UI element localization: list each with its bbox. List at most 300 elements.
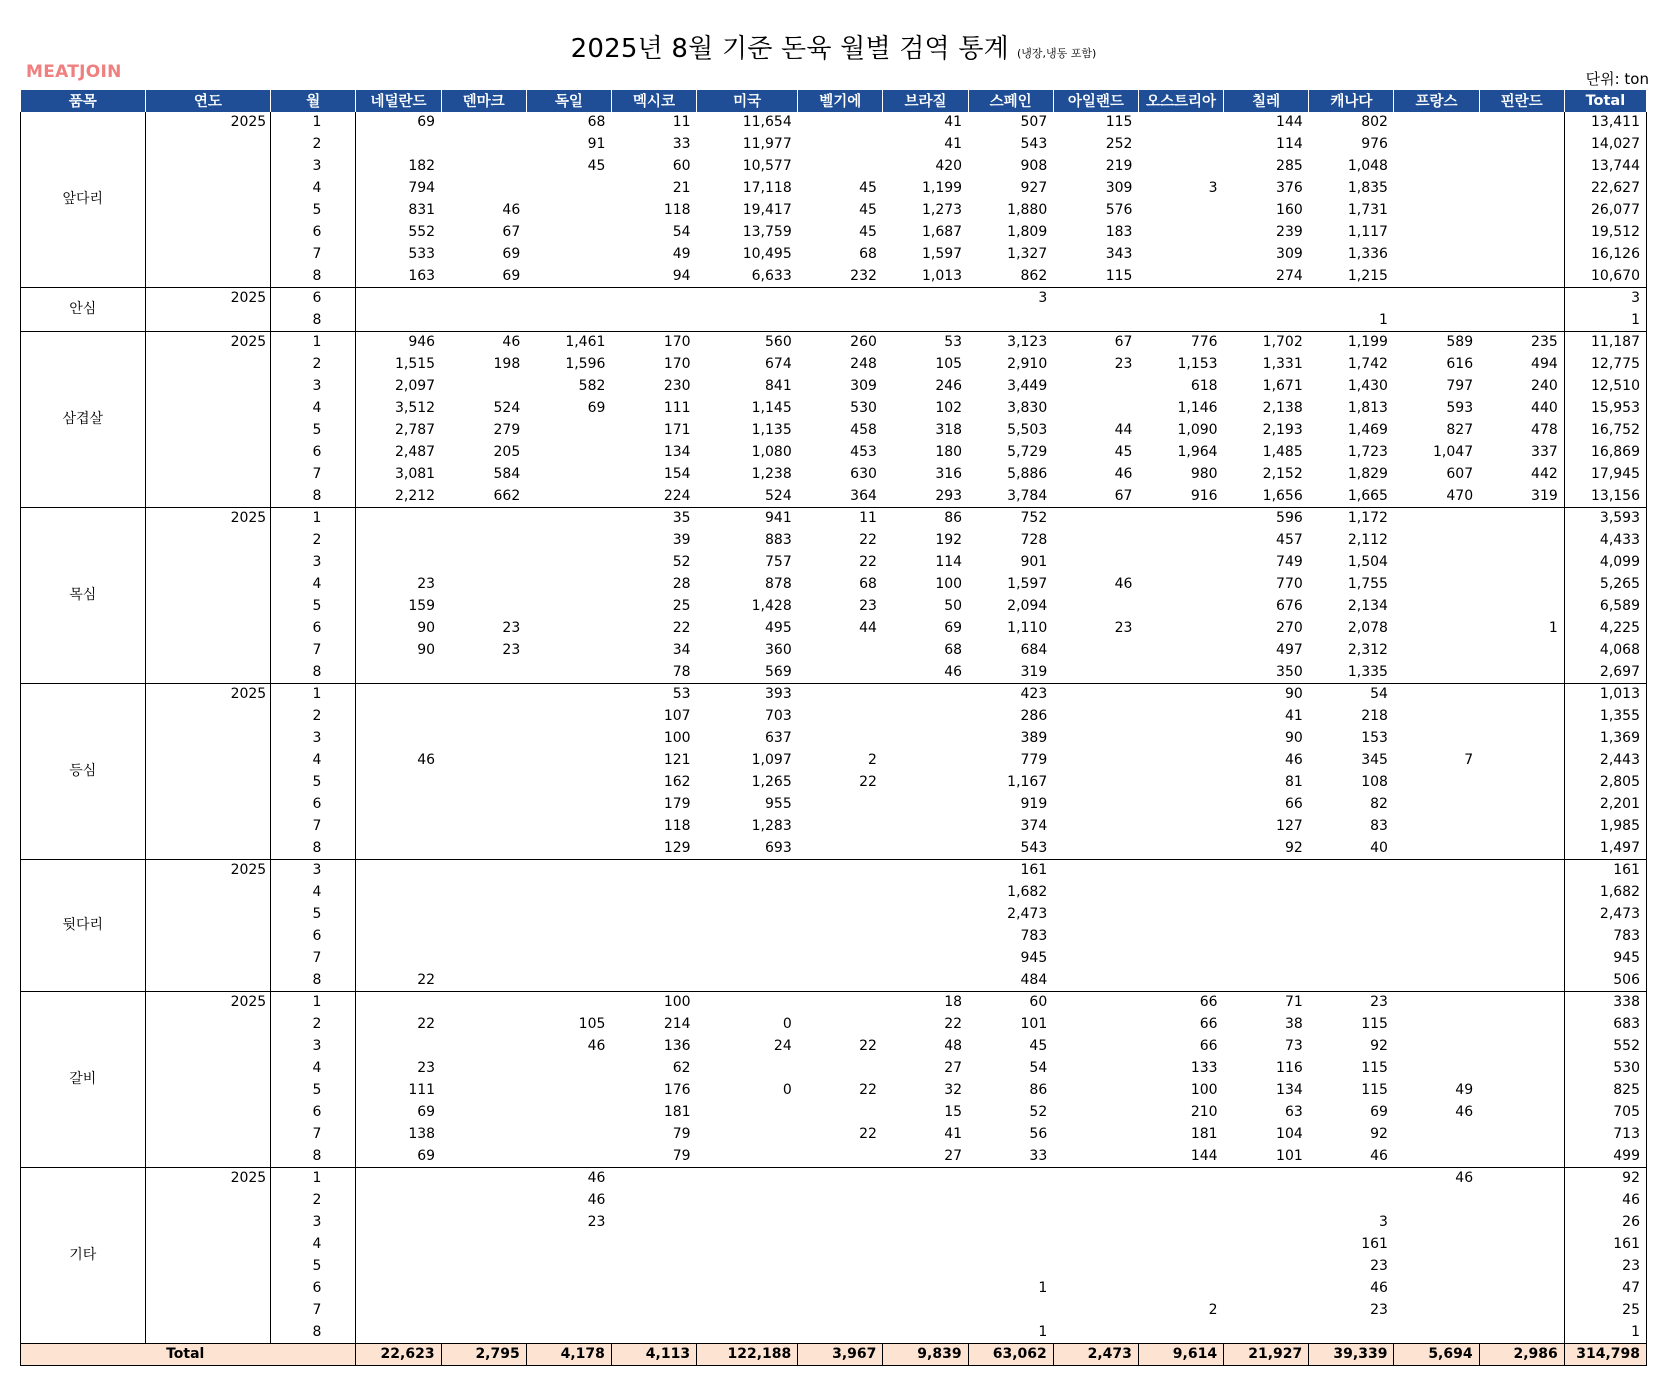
value-cell: 67: [1053, 486, 1138, 508]
value-cell: [1138, 662, 1223, 684]
value-cell: 841: [765, 378, 792, 394]
value-cell: 495: [765, 620, 792, 636]
value-cell: [441, 684, 526, 706]
value-cell: [526, 1300, 611, 1322]
value-cell: 138: [408, 1126, 436, 1142]
value-cell: 1,283: [751, 818, 792, 834]
brand-logo: MEATJOIN: [26, 62, 122, 82]
value-cell: [883, 1168, 968, 1190]
row-total-cell: 161: [1564, 860, 1646, 882]
value-cell: [441, 1322, 526, 1344]
value-cell: 1,117: [1347, 224, 1388, 240]
value-cell: 309: [1276, 246, 1303, 262]
value-cell: [356, 772, 441, 794]
value-cell: [1053, 816, 1138, 838]
value-cell: [526, 310, 611, 332]
value-cell: 46: [1309, 1146, 1394, 1168]
value-cell: 1,665: [1309, 486, 1394, 508]
month-cell: 8: [271, 662, 356, 684]
value-cell: [1479, 1256, 1564, 1278]
value-cell: 941: [765, 510, 792, 527]
value-cell: [1479, 838, 1564, 860]
value-cell: [1479, 860, 1564, 882]
value-cell: 1,335: [1309, 662, 1394, 684]
value-cell: [798, 1058, 883, 1080]
value-cell: [356, 1234, 441, 1256]
value-cell: [526, 1278, 611, 1300]
value-cell: [1053, 310, 1138, 332]
value-cell: [1138, 816, 1223, 838]
value-cell: [441, 1014, 526, 1036]
value-cell: 170: [663, 356, 691, 372]
value-cell: [1479, 640, 1564, 662]
row-total-cell: 338: [1564, 992, 1646, 1014]
value-cell: [1479, 1300, 1564, 1322]
value-cell: [1309, 904, 1394, 926]
row-total-cell: 4,225: [1564, 618, 1646, 640]
value-cell: 1,682: [1007, 884, 1048, 900]
table-body: [21, 112, 1647, 1366]
month-cell: 3: [271, 552, 356, 574]
value-cell: [1479, 816, 1564, 838]
value-cell: 309: [1105, 180, 1133, 196]
value-cell: 5,729: [1007, 444, 1048, 460]
value-cell: [1479, 574, 1564, 596]
value-cell: [798, 794, 883, 816]
value-cell: [798, 156, 883, 178]
row-total-cell: 14,027: [1564, 134, 1646, 156]
value-cell: 92: [1370, 1038, 1388, 1054]
value-cell: [1224, 1190, 1309, 1212]
value-cell: [1138, 860, 1223, 882]
value-cell: 684: [1020, 642, 1048, 658]
month-cell: 2: [271, 354, 356, 376]
value-cell: [441, 1146, 526, 1168]
month-cell: 5: [271, 1256, 356, 1278]
value-cell: 22: [859, 774, 877, 790]
grand-total-value: 21,927: [1224, 1344, 1309, 1366]
value-cell: [1394, 1256, 1479, 1278]
value-cell: 458: [850, 422, 877, 438]
value-cell: [883, 1212, 968, 1234]
value-cell: 3,784: [968, 486, 1053, 508]
value-cell: [1309, 860, 1394, 882]
value-cell: 67: [502, 224, 521, 240]
value-cell: [611, 1234, 696, 1256]
value-cell: 318: [935, 422, 963, 438]
value-cell: 183: [1105, 224, 1133, 240]
value-cell: 111: [663, 400, 691, 416]
column-header: 프랑스: [1394, 90, 1479, 112]
value-cell: [1394, 1058, 1479, 1080]
value-cell: 23: [417, 576, 436, 592]
value-cell: [1138, 772, 1223, 794]
value-cell: [1224, 288, 1309, 310]
value-cell: 1,172: [1347, 510, 1388, 527]
value-cell: 144: [1138, 1146, 1223, 1168]
value-cell: [441, 926, 526, 948]
value-cell: [1224, 1322, 1309, 1344]
value-cell: [1138, 926, 1223, 948]
value-cell: [1309, 1322, 1394, 1344]
month-cell: 1: [271, 112, 356, 134]
month-cell: 5: [271, 200, 356, 222]
table-row: [21, 112, 1647, 134]
value-cell: [356, 662, 441, 684]
value-cell: 23: [1114, 620, 1133, 636]
month-cell: 2: [271, 1014, 356, 1036]
value-cell: [1394, 1234, 1479, 1256]
value-cell: 1,485: [1262, 444, 1303, 460]
value-cell: [441, 1080, 526, 1102]
value-cell: [1053, 1190, 1138, 1212]
value-cell: [526, 244, 611, 266]
year-cell: 2025: [145, 508, 271, 684]
value-cell: [1479, 948, 1564, 970]
value-cell: 878: [765, 576, 792, 592]
value-cell: 374: [1020, 818, 1048, 834]
value-cell: 60: [1029, 994, 1048, 1011]
value-cell: [1479, 1102, 1564, 1124]
value-cell: 144: [1276, 114, 1303, 130]
value-cell: 2,138: [1262, 400, 1303, 416]
value-cell: 180: [935, 444, 963, 460]
value-cell: 470: [1394, 486, 1479, 508]
value-cell: [611, 926, 696, 948]
value-cell: [526, 442, 611, 464]
value-cell: 46: [587, 1170, 606, 1187]
value-cell: 560: [765, 334, 792, 351]
value-cell: [1053, 838, 1138, 860]
value-cell: [356, 926, 441, 948]
column-header: 연도: [145, 90, 271, 112]
value-cell: [697, 1146, 798, 1168]
value-cell: 1,273: [921, 202, 963, 218]
grand-total-value: 2,986: [1479, 1344, 1564, 1366]
value-cell: [798, 882, 883, 904]
value-cell: 0: [782, 1016, 792, 1032]
value-cell: [1138, 134, 1223, 156]
month-cell: 6: [271, 794, 356, 816]
value-cell: [526, 706, 611, 728]
column-header: 핀란드: [1479, 90, 1564, 112]
value-cell: 56: [1029, 1126, 1048, 1142]
value-cell: 779: [1020, 752, 1048, 768]
value-cell: 1,013: [883, 266, 968, 288]
value-cell: 270: [1276, 620, 1303, 636]
month-cell: 3: [271, 1036, 356, 1058]
year-cell: 2025: [145, 288, 271, 332]
value-cell: [611, 1168, 696, 1190]
value-cell: 596: [1276, 510, 1303, 527]
value-cell: [356, 134, 441, 156]
value-cell: [1479, 134, 1564, 156]
value-cell: [697, 310, 798, 332]
value-cell: [441, 948, 526, 970]
value-cell: [526, 420, 611, 442]
value-cell: 319: [968, 662, 1053, 684]
value-cell: 23: [502, 620, 521, 636]
value-cell: 23: [1114, 356, 1133, 372]
value-cell: 478: [1531, 422, 1558, 438]
value-cell: 67: [1114, 334, 1133, 351]
value-cell: 1,813: [1347, 400, 1388, 416]
value-cell: 908: [1020, 158, 1048, 174]
value-cell: 589: [1446, 334, 1474, 351]
value-cell: 100: [1190, 1082, 1218, 1098]
value-cell: [526, 816, 611, 838]
value-cell: 69: [502, 246, 521, 262]
value-cell: 25: [672, 598, 691, 614]
value-cell: 133: [1190, 1060, 1218, 1076]
value-cell: [526, 200, 611, 222]
value-cell: [441, 310, 526, 332]
value-cell: 285: [1276, 158, 1303, 174]
row-total-cell: 2,443: [1564, 750, 1646, 772]
value-cell: 108: [1361, 774, 1388, 790]
value-cell: 23: [1370, 1302, 1388, 1318]
value-cell: 41: [1284, 708, 1303, 724]
value-cell: [1479, 926, 1564, 948]
month-cell: 1: [271, 1168, 356, 1190]
value-cell: 23: [1370, 1258, 1388, 1274]
value-cell: [798, 926, 883, 948]
value-cell: [968, 1234, 1053, 1256]
row-total-cell: 3: [1564, 288, 1646, 310]
column-header: 오스트리아: [1138, 90, 1223, 112]
month-cell: 6: [271, 222, 356, 244]
value-cell: 22: [944, 1016, 963, 1032]
value-cell: [441, 574, 526, 596]
value-cell: [611, 1300, 696, 1322]
value-cell: 901: [1020, 554, 1048, 570]
value-cell: 440: [1531, 400, 1558, 416]
row-total-cell: 530: [1564, 1058, 1646, 1080]
value-cell: 10,577: [742, 158, 792, 174]
value-cell: 794: [408, 180, 436, 196]
value-cell: 484: [968, 970, 1053, 992]
value-cell: [1138, 530, 1223, 552]
value-cell: [1053, 1124, 1138, 1146]
value-cell: 68: [587, 114, 606, 130]
value-cell: [1479, 662, 1564, 684]
item-name-cell: 안심: [21, 288, 146, 332]
month-cell: 7: [271, 640, 356, 662]
month-cell: 5: [271, 904, 356, 926]
value-cell: 66: [1199, 994, 1218, 1011]
value-cell: 92: [1224, 838, 1309, 860]
value-cell: [883, 772, 968, 794]
value-cell: [1394, 860, 1479, 882]
value-cell: [1138, 882, 1223, 904]
value-cell: 45: [587, 158, 606, 174]
table-row: [21, 860, 1647, 882]
value-cell: [526, 1080, 611, 1102]
value-cell: 170: [663, 334, 691, 351]
value-cell: 38: [1284, 1016, 1303, 1032]
value-cell: [968, 310, 1053, 332]
value-cell: [1138, 750, 1223, 772]
value-cell: [1309, 926, 1394, 948]
month-cell: 1: [271, 332, 356, 354]
value-cell: 46: [587, 1192, 606, 1208]
value-cell: 18: [944, 994, 963, 1011]
value-cell: 2,094: [1007, 598, 1048, 614]
value-cell: 136: [663, 1038, 691, 1054]
value-cell: [526, 618, 611, 640]
value-cell: 1,047: [1433, 444, 1474, 460]
value-cell: [798, 860, 883, 882]
value-cell: [441, 1102, 526, 1124]
year-cell: 2025: [145, 112, 271, 288]
value-cell: [697, 1124, 798, 1146]
value-cell: 1,048: [1347, 158, 1388, 174]
value-cell: 79: [672, 1126, 691, 1142]
value-cell: 2,193: [1262, 422, 1303, 438]
value-cell: [356, 1256, 441, 1278]
value-cell: 360: [765, 642, 792, 658]
value-cell: [1053, 948, 1138, 970]
value-cell: [526, 1102, 611, 1124]
value-cell: [526, 486, 611, 508]
value-cell: 1,656: [1224, 486, 1309, 508]
value-cell: [356, 1036, 441, 1058]
row-total-cell: 4,099: [1564, 552, 1646, 574]
value-cell: 7: [1464, 752, 1474, 768]
value-cell: [1138, 970, 1223, 992]
value-cell: [1479, 200, 1564, 222]
value-cell: 73: [1284, 1038, 1303, 1054]
value-cell: [1053, 1322, 1138, 1344]
value-cell: 364: [798, 486, 883, 508]
value-cell: [798, 134, 883, 156]
value-cell: 2,787: [394, 422, 436, 438]
column-header: 스페인: [968, 90, 1053, 112]
value-cell: 90: [1284, 730, 1303, 746]
grand-total-value: 4,113: [611, 1344, 696, 1366]
value-cell: 1: [968, 1322, 1053, 1344]
value-cell: [1138, 222, 1223, 244]
value-cell: [1394, 112, 1479, 134]
value-cell: 1: [1548, 620, 1558, 636]
month-cell: 7: [271, 816, 356, 838]
value-cell: [1138, 200, 1223, 222]
value-cell: 68: [859, 246, 877, 262]
value-cell: [526, 1256, 611, 1278]
value-cell: [798, 1300, 883, 1322]
value-cell: 115: [1361, 1016, 1388, 1032]
value-cell: [1394, 508, 1479, 530]
value-cell: [798, 1168, 883, 1190]
grand-total-row: [21, 1344, 1647, 1366]
column-header: 캐나다: [1309, 90, 1394, 112]
value-cell: 1,215: [1309, 266, 1394, 288]
value-cell: [1394, 838, 1479, 860]
value-cell: 582: [578, 378, 606, 394]
value-cell: 94: [611, 266, 696, 288]
value-cell: 883: [765, 532, 792, 548]
value-cell: [1138, 1278, 1223, 1300]
value-cell: [1394, 640, 1479, 662]
value-cell: 66: [1199, 1038, 1218, 1054]
value-cell: [356, 508, 441, 530]
value-cell: [1394, 1014, 1479, 1036]
value-cell: [526, 838, 611, 860]
value-cell: [526, 1146, 611, 1168]
value-cell: 114: [1276, 136, 1303, 152]
value-cell: 52: [1029, 1104, 1048, 1120]
value-cell: 32: [944, 1082, 963, 1098]
value-cell: 66: [1199, 1016, 1218, 1032]
value-cell: 607: [1446, 466, 1474, 482]
row-total-cell: 25: [1564, 1300, 1646, 1322]
row-total-cell: 1,682: [1564, 882, 1646, 904]
value-cell: [1138, 640, 1223, 662]
value-cell: [1053, 794, 1138, 816]
value-cell: 46: [587, 1038, 606, 1054]
value-cell: 693: [697, 838, 798, 860]
value-cell: 2,910: [1007, 356, 1048, 372]
value-cell: [798, 1322, 883, 1344]
value-cell: 11,654: [742, 114, 792, 130]
value-cell: [441, 1168, 526, 1190]
value-cell: [798, 728, 883, 750]
value-cell: 214: [663, 1016, 691, 1032]
value-cell: 393: [765, 686, 792, 703]
value-cell: [1138, 112, 1223, 134]
row-total-cell: 5,265: [1564, 574, 1646, 596]
value-cell: [883, 310, 968, 332]
value-cell: [1138, 948, 1223, 970]
value-cell: [1394, 1190, 1479, 1212]
grand-total-value: 2,795: [441, 1344, 526, 1366]
value-cell: 1,731: [1347, 202, 1388, 218]
value-cell: 757: [765, 554, 792, 570]
value-cell: 107: [663, 708, 691, 724]
value-cell: [798, 970, 883, 992]
value-cell: 22: [859, 1038, 877, 1054]
value-cell: 1: [1309, 310, 1394, 332]
value-cell: [1224, 926, 1309, 948]
value-cell: [526, 530, 611, 552]
value-cell: 171: [663, 422, 691, 438]
value-cell: 82: [1370, 796, 1388, 812]
value-cell: [1053, 1212, 1138, 1234]
quarantine-stats-table: [20, 89, 1647, 1366]
value-cell: 1,964: [1177, 444, 1218, 460]
value-cell: [1394, 728, 1479, 750]
value-cell: [883, 1300, 968, 1322]
row-total-cell: 13,411: [1564, 112, 1646, 134]
value-cell: 1,327: [1007, 246, 1048, 262]
value-cell: [1138, 1322, 1223, 1344]
value-cell: [611, 310, 696, 332]
value-cell: 1,135: [751, 422, 792, 438]
value-cell: [526, 926, 611, 948]
value-cell: [1394, 904, 1479, 926]
value-cell: [1394, 1212, 1479, 1234]
value-cell: [526, 794, 611, 816]
value-cell: 40: [1309, 838, 1394, 860]
value-cell: [1394, 772, 1479, 794]
value-cell: 802: [1361, 114, 1388, 130]
value-cell: 115: [1105, 114, 1133, 130]
value-cell: 1,723: [1347, 444, 1388, 460]
value-cell: [441, 1058, 526, 1080]
value-cell: 90: [1284, 686, 1303, 703]
value-cell: [697, 1234, 798, 1256]
value-cell: 676: [1276, 598, 1303, 614]
